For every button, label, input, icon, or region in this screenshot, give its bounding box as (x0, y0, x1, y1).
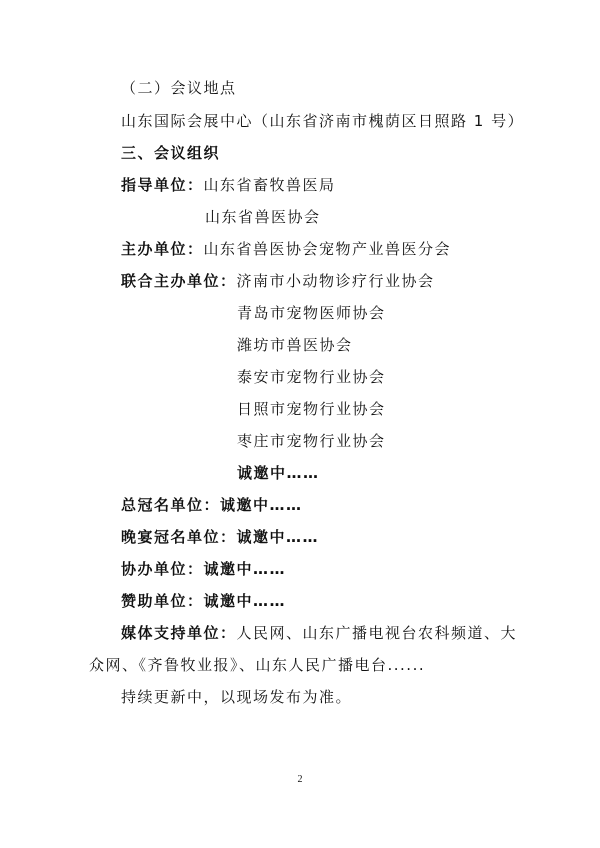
title-sponsor-row (121, 495, 303, 515)
venue-address: 山东国际会展中心（山东省济南市槐荫区日照路 1 号） (121, 112, 525, 130)
guidance-unit-2: 山东省兽医协会 (205, 208, 321, 226)
guidance-unit-1: 山东省畜牧兽医局 (203, 176, 336, 194)
sponsor-row (121, 591, 286, 611)
cohost-unit-5: 日照市宠物行业协会 (237, 400, 386, 418)
section-2-subheading: （二）会议地点 (121, 79, 237, 97)
co-organizer-row (121, 559, 286, 579)
guidance-label: 指导单位： (121, 176, 204, 194)
cohost-unit-4: 泰安市宠物行业协会 (237, 368, 386, 386)
cohost-unit-3: 潍坊市兽医协会 (237, 336, 353, 354)
host-row (121, 239, 451, 259)
title-sponsor-label: 总冠名单位： (121, 496, 221, 514)
cohost-label: 联合主办单位： (121, 272, 237, 290)
sponsor-value: 诚邀中…… (203, 592, 287, 610)
sponsor-label: 赞助单位： (121, 592, 204, 610)
banquet-sponsor-label: 晚宴冠名单位： (121, 528, 237, 546)
media-line-2: 众网、《齐鲁牧业报》、山东人民广播电台...... (89, 656, 426, 674)
media-label: 媒体支持单位： (121, 624, 237, 642)
co-organizer-value: 诚邀中…… (203, 560, 287, 578)
media-line-1: 人民网、山东广播电视台农科频道、大 (236, 624, 518, 642)
cohost-inviting: 诚邀中…… (237, 464, 320, 482)
section-3-heading: 三、会议组织 (121, 144, 221, 162)
cohost-unit-6: 枣庄市宠物行业协会 (237, 432, 386, 450)
cohost-unit-2: 青岛市宠物医师协会 (237, 304, 386, 322)
media-row (121, 623, 517, 643)
cohost-unit-1: 济南市小动物诊疗行业协会 (236, 272, 435, 290)
title-sponsor-value: 诚邀中…… (220, 496, 303, 514)
host-label: 主办单位： (121, 240, 204, 258)
host-unit: 山东省兽医协会宠物产业兽医分会 (203, 240, 452, 258)
banquet-sponsor-row (121, 527, 319, 547)
co-organizer-label: 协办单位： (121, 560, 204, 578)
banquet-sponsor-value: 诚邀中…… (236, 528, 320, 546)
cohost-row (121, 271, 435, 291)
guidance-row (121, 175, 336, 195)
page-number: 2 (297, 774, 303, 785)
update-note: 持续更新中，以现场发布为准。 (121, 688, 353, 706)
